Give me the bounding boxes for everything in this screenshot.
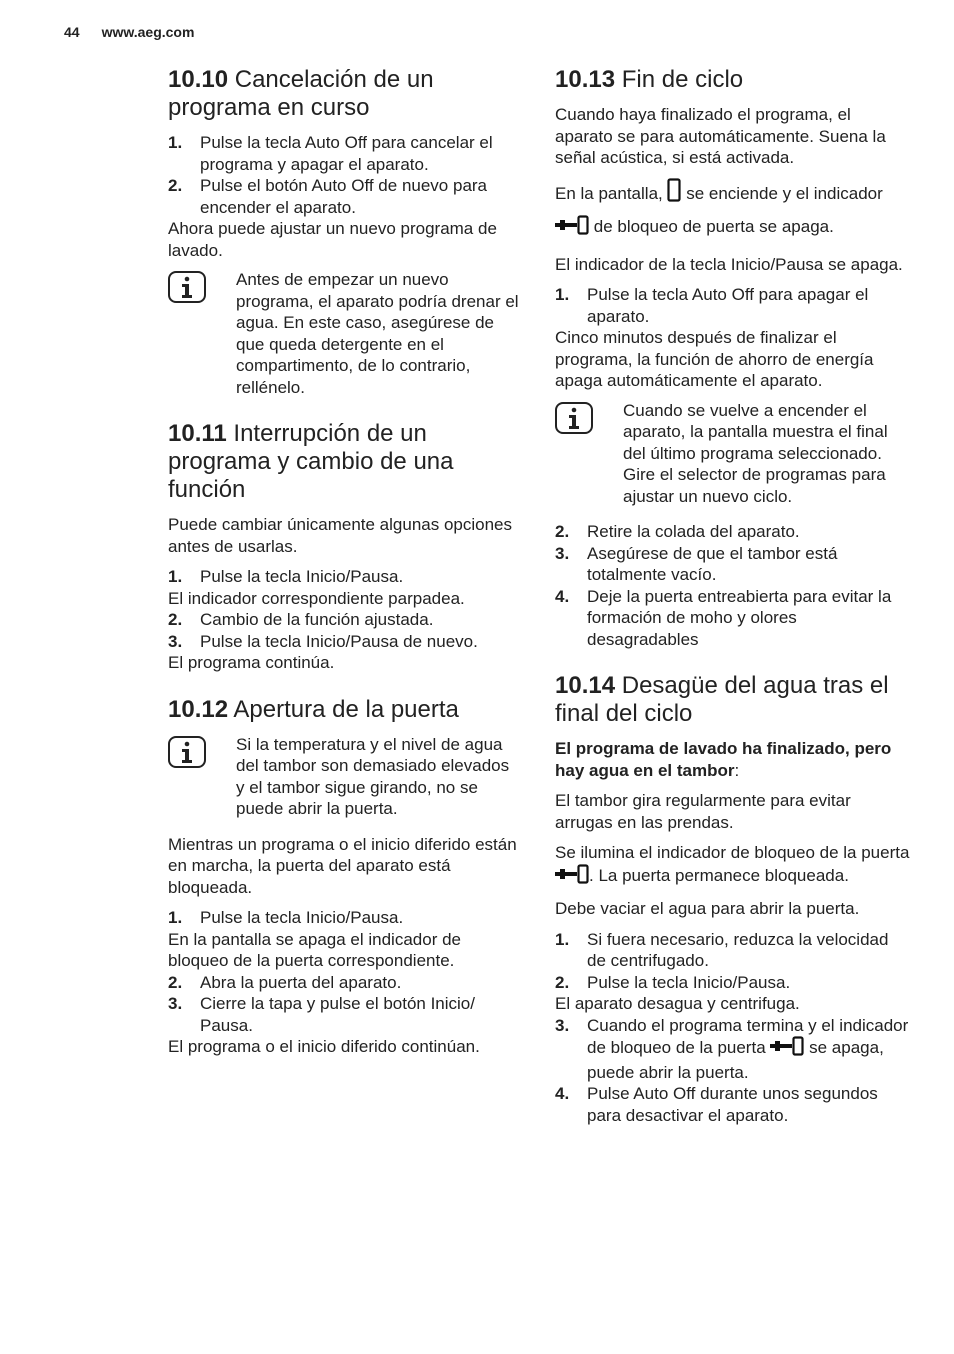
section-10-12	[168, 696, 520, 1058]
step-text: Pulse la tecla Auto Off para apagar el aparato.	[587, 285, 869, 326]
paragraph: El indicador de la tecla Inicio/Pausa se apaga.	[555, 254, 903, 274]
text-run: de bloqueo de puerta se apaga.	[593, 216, 834, 236]
site-url: www.aeg.com	[101, 24, 195, 40]
section-number: 10.12	[168, 695, 229, 723]
section-number: 10.10	[168, 66, 229, 93]
paragraph: Mientras un programa o el inicio diferido están en marcha, la puerta del aparato está bloqueada.	[168, 834, 517, 897]
section-number: 10.11	[168, 420, 227, 447]
step-text: Abra la puerta del aparato.	[200, 972, 402, 992]
step-text: Pulse la tecla Inicio/Pausa.	[587, 972, 791, 992]
text-run: Se ilumina el indicador de bloqueo de la puerta	[555, 843, 910, 862]
paragraph: El tambor gira regularmente para evitar arrugas en las prendas.	[555, 791, 851, 832]
text-run: En la pantalla,	[555, 183, 663, 203]
step-number: 1.	[555, 929, 570, 949]
page-header	[64, 24, 194, 40]
left-column	[168, 66, 520, 1080]
step-text: Retire la colada del aparato.	[587, 522, 800, 541]
page-number: 44	[64, 24, 80, 40]
section-heading	[168, 696, 520, 724]
step-number: 2.	[168, 972, 183, 992]
bold-lead: El programa de lavado ha finalizado, pero hay agua en el tambor	[555, 739, 892, 780]
right-column	[555, 66, 910, 1148]
section-heading	[555, 66, 910, 94]
step-text: Cambio de la función ajustada.	[200, 610, 434, 629]
section-title: Cancelación de un programa en curso	[168, 66, 434, 121]
door-lock-icon	[770, 1036, 804, 1062]
info-note	[168, 269, 520, 398]
paragraph: El programa continúa.	[168, 653, 335, 672]
paragraph: En la pantalla se apaga el indicador de bloqueo de la puerta correspondiente.	[168, 929, 461, 970]
list-item	[168, 972, 520, 994]
list-item	[555, 1015, 910, 1084]
list-item	[555, 521, 910, 543]
list-item	[555, 929, 910, 972]
door-lock-icon	[555, 215, 589, 245]
note-text: Si la temperatura y el nivel de agua del tambor son demasiado elevados y el tambor sigue girando, no se puede abrir la puerta.	[236, 734, 510, 818]
section-number: 10.14	[555, 672, 616, 699]
list-item	[168, 907, 520, 929]
step-number: 2.	[555, 972, 570, 992]
section-title: Desagüe del agua tras el final del ciclo	[555, 672, 889, 727]
list-item	[555, 543, 910, 586]
step-number: 2.	[555, 522, 570, 541]
paragraph: El indicador correspondiente parpadea.	[168, 588, 465, 608]
step-text: Pulse la tecla Auto Off para cancelar el programa y apagar el aparato.	[200, 133, 493, 174]
display-digit-icon	[667, 178, 681, 212]
step-text: Pulse la tecla Inicio/Pausa.	[200, 908, 404, 927]
step-number: 1.	[555, 285, 570, 304]
text-run: se enciende y el indicador	[686, 183, 883, 203]
paragraph	[555, 738, 910, 781]
step-text: Si fuera necesario, reduzca la velocidad de centrifugado.	[587, 929, 889, 970]
note-text: Cuando se vuelve a encender el aparato, la pantalla muestra el final del último programa seleccionado. Gire el selector de programas para ajustar un nuevo ciclo.	[623, 400, 888, 506]
step-number: 4.	[555, 1084, 570, 1103]
step-text: Pulse el botón Auto Off de nuevo para encender el aparato.	[200, 176, 488, 217]
section-heading	[555, 672, 910, 728]
list-item	[555, 1083, 910, 1126]
door-lock-icon	[555, 864, 589, 890]
step-text: Deje la puerta entreabierta para evitar la formación de moho y olores desagradables	[587, 586, 892, 649]
list-item	[555, 586, 910, 651]
list-item	[168, 609, 520, 631]
step-number: 2.	[168, 610, 183, 629]
paragraph: El aparato desagua y centrifuga.	[555, 994, 800, 1013]
paragraph: El programa o el inicio diferido continúan.	[168, 1037, 480, 1056]
step-number: 3.	[555, 1015, 570, 1035]
paragraph: Cinco minutos después de finalizar el programa, la función de ahorro de energía apaga automáticamente el aparato.	[555, 328, 874, 390]
list-item	[555, 284, 910, 327]
section-10-13	[555, 66, 910, 650]
step-text: se apaga, puede abrir la puerta.	[587, 1038, 884, 1082]
paragraph: Debe vaciar el agua para abrir la puerta.	[555, 899, 860, 918]
step-text: Asegúrese de que el tambor está totalmente vacío.	[587, 543, 838, 584]
section-title: Fin de ciclo	[621, 66, 744, 93]
text-run: . La puerta permanece bloqueada.	[589, 865, 849, 885]
paragraph: Ahora puede ajustar un nuevo programa de lavado.	[168, 219, 497, 260]
step-text: Pulse la tecla Inicio/Pausa.	[200, 567, 404, 586]
section-number: 10.13	[555, 66, 616, 93]
step-text: Cierre la tapa y pulse el botón Inicio/ Pausa.	[200, 994, 475, 1035]
step-number: 4.	[555, 586, 570, 606]
step-number: 3.	[168, 631, 183, 651]
paragraph: Cuando haya finalizado el programa, el aparato se para automáticamente. Suena la señal acústica, si está activada.	[555, 105, 886, 167]
step-number: 1.	[168, 567, 183, 586]
note-text: Antes de empezar un nuevo programa, el aparato podría drenar el agua. En este caso, asegúrese de que queda detergente en el compartimento, de lo contrario, rellénelo.	[236, 270, 519, 397]
section-10-10	[168, 66, 520, 398]
step-text: Pulse la tecla Inicio/Pausa de nuevo.	[200, 631, 478, 651]
step-number: 3.	[555, 543, 570, 563]
paragraph	[555, 842, 910, 889]
step-number: 1.	[168, 908, 183, 927]
list-item	[168, 566, 520, 588]
step-number: 2.	[168, 176, 183, 195]
section-heading	[168, 66, 520, 122]
section-title: Interrupción de un programa y cambio de una función	[168, 420, 454, 503]
list-item	[168, 993, 520, 1036]
list-item	[168, 631, 520, 653]
step-text: Pulse Auto Off durante unos segundos para desactivar el aparato.	[587, 1084, 878, 1125]
info-note	[168, 734, 520, 820]
section-heading	[168, 420, 520, 504]
info-icon	[168, 734, 236, 820]
list-item	[168, 175, 520, 218]
step-number: 3.	[168, 994, 183, 1013]
text-run: :	[734, 760, 740, 780]
section-title: Apertura de la puerta	[233, 695, 459, 723]
section-10-11	[168, 420, 520, 674]
info-note	[555, 400, 910, 508]
paragraph: Puede cambiar únicamente algunas opciones antes de usarlas.	[168, 515, 513, 556]
list-item	[168, 132, 520, 175]
info-icon	[168, 269, 236, 398]
list-item	[555, 972, 910, 994]
info-icon	[555, 400, 623, 508]
paragraph	[555, 178, 910, 245]
step-number: 1.	[168, 133, 183, 152]
section-10-14	[555, 672, 910, 1126]
step-text: Cuando el programa termina y el indicador de bloqueo de la puerta	[587, 1015, 909, 1057]
